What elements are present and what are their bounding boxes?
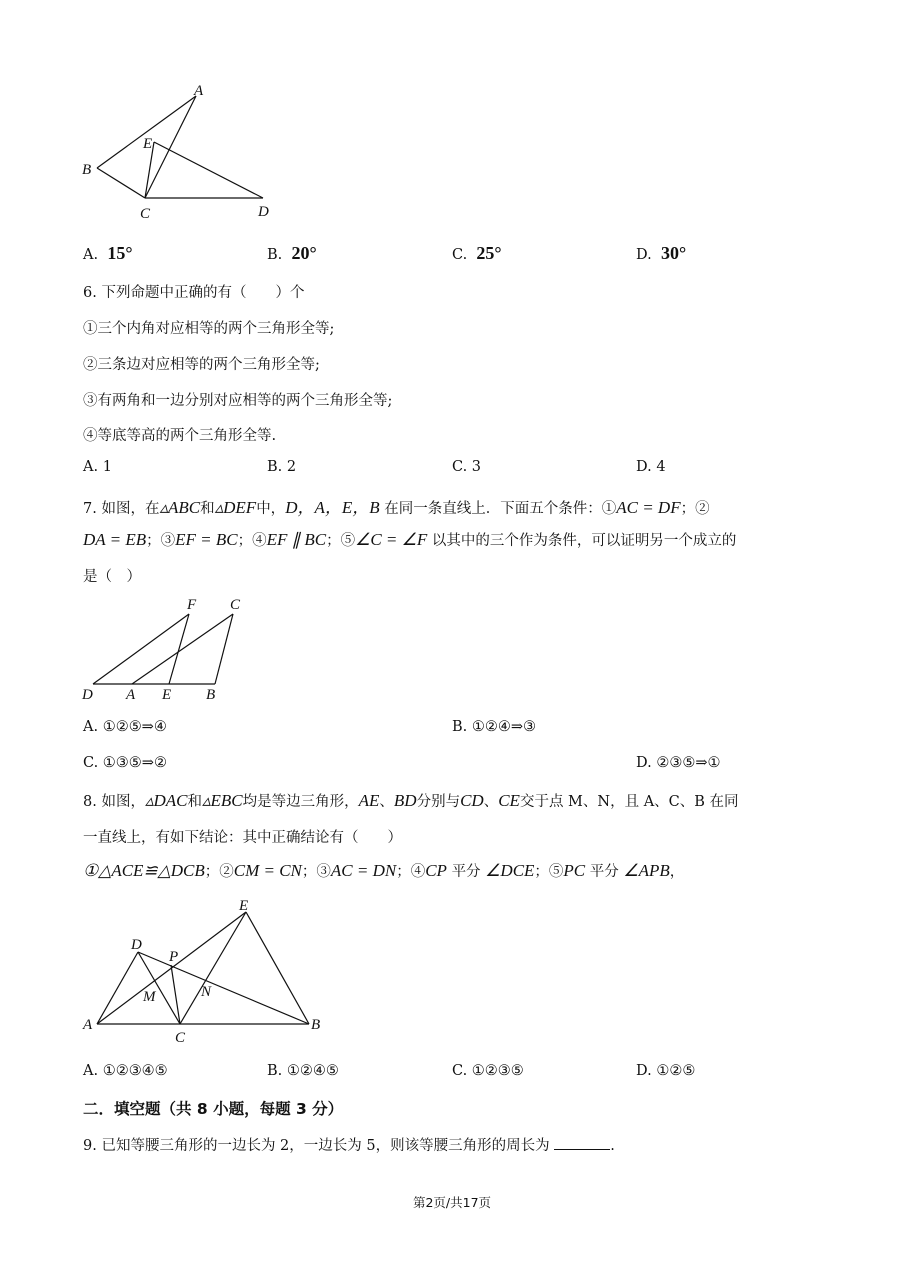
q6-option-d[interactable]: D. 4 [636, 459, 666, 475]
q8-line-1: 8. 如图，▵DAC和▵EBC均是等边三角形，AE、BD分别与CD、CE交于点 M、N，且 A、C、B 在同 [83, 791, 739, 810]
fig8-label-b: B [311, 1017, 321, 1033]
fig7-label-e: E [162, 687, 172, 703]
fig5-label-b: B [82, 162, 92, 178]
section-heading-fill-in: 二．填空题（共 8 小题，每题 3 分） [83, 1100, 344, 1118]
q6-item-2: ②三条边对应相等的两个三角形全等; [83, 357, 320, 373]
q8-option-b[interactable]: B. ①②④⑤ [267, 1063, 339, 1079]
fig5-label-a: A [194, 83, 204, 99]
fig8-label-n: N [201, 984, 212, 1000]
q8-option-c[interactable]: C. ①②③⑤ [452, 1063, 524, 1079]
q8-line-2: 一直线上，有如下结论：其中正确结论有（ ） [83, 830, 402, 846]
q6-item-4: ④等底等高的两个三角形全等. [83, 428, 277, 444]
q8-figure [75, 892, 335, 1052]
fig7-label-b: B [206, 687, 216, 703]
q8-option-a[interactable]: A. ①②③④⑤ [83, 1063, 168, 1079]
page-footer: 第2页/共17页 [412, 1195, 492, 1210]
q9-text: 9. 已知等腰三角形的一边长为 2，一边长为 5，则该等腰三角形的周长为 . [83, 1138, 615, 1154]
q7-option-a[interactable]: A. ①②⑤⇒④ [83, 719, 167, 735]
q5-option-d[interactable]: D. 30° [636, 243, 687, 263]
fig8-label-d: D [131, 937, 142, 953]
q6-item-1: ①三个内角对应相等的两个三角形全等; [83, 321, 335, 337]
fig8-label-m: M [143, 989, 156, 1005]
fig7-label-c: C [230, 597, 241, 613]
fig8-label-a: A [83, 1017, 93, 1033]
q7-line-2: DA = EB；③EF = BC；④EF ∥ BC；⑤∠C = ∠F 以其中的三个作为条件，可以证明另一个成立的 [83, 530, 737, 549]
fig7-label-a: A [126, 687, 136, 703]
q6-option-a[interactable]: A. 1 [83, 459, 112, 475]
fig8-label-c: C [175, 1030, 186, 1046]
q7-line-3: 是（ ） [83, 569, 141, 585]
q8-option-d[interactable]: D. ①②⑤ [636, 1063, 696, 1079]
fig5-label-c: C [140, 206, 151, 222]
fig7-label-f: F [187, 597, 197, 613]
q7-figure [75, 592, 255, 707]
fig8-label-p: P [169, 949, 179, 965]
q6-option-c[interactable]: C. 3 [452, 459, 482, 475]
fig7-label-d: D [82, 687, 93, 703]
q6-item-3: ③有两角和一边分别对应相等的两个三角形全等; [83, 393, 393, 409]
q7-option-d[interactable]: D. ②③⑤⇒① [636, 755, 721, 771]
q8-conclusions: ①△ACE≌△DCB；②CM = CN；③AC = DN；④CP 平分 ∠DCE；⑤PC 平分 ∠APB， [83, 861, 685, 880]
fig8-label-e: E [239, 898, 249, 914]
q7-option-b[interactable]: B. ①②④⇒③ [452, 719, 537, 735]
q7-line-1: 7. 如图，在▵ABC和▵DEF中，D，A，E，B 在同一条直线上．下面五个条件：①AC = DF；② [83, 498, 710, 517]
q5-option-a[interactable]: A. 15° [83, 243, 133, 263]
q7-option-c[interactable]: C. ①③⑤⇒② [83, 755, 167, 771]
q5-option-b[interactable]: B. 20° [267, 243, 317, 263]
q5-option-c[interactable]: C. 25° [452, 243, 502, 263]
fig5-label-e: E [143, 136, 153, 152]
q5-figure [75, 78, 285, 228]
q6-stem: 6. 下列命题中正确的有（ ）个 [83, 285, 305, 301]
q9-answer-blank[interactable] [554, 1137, 610, 1150]
q6-option-b[interactable]: B. 2 [267, 459, 297, 475]
fig5-label-d: D [258, 204, 269, 220]
